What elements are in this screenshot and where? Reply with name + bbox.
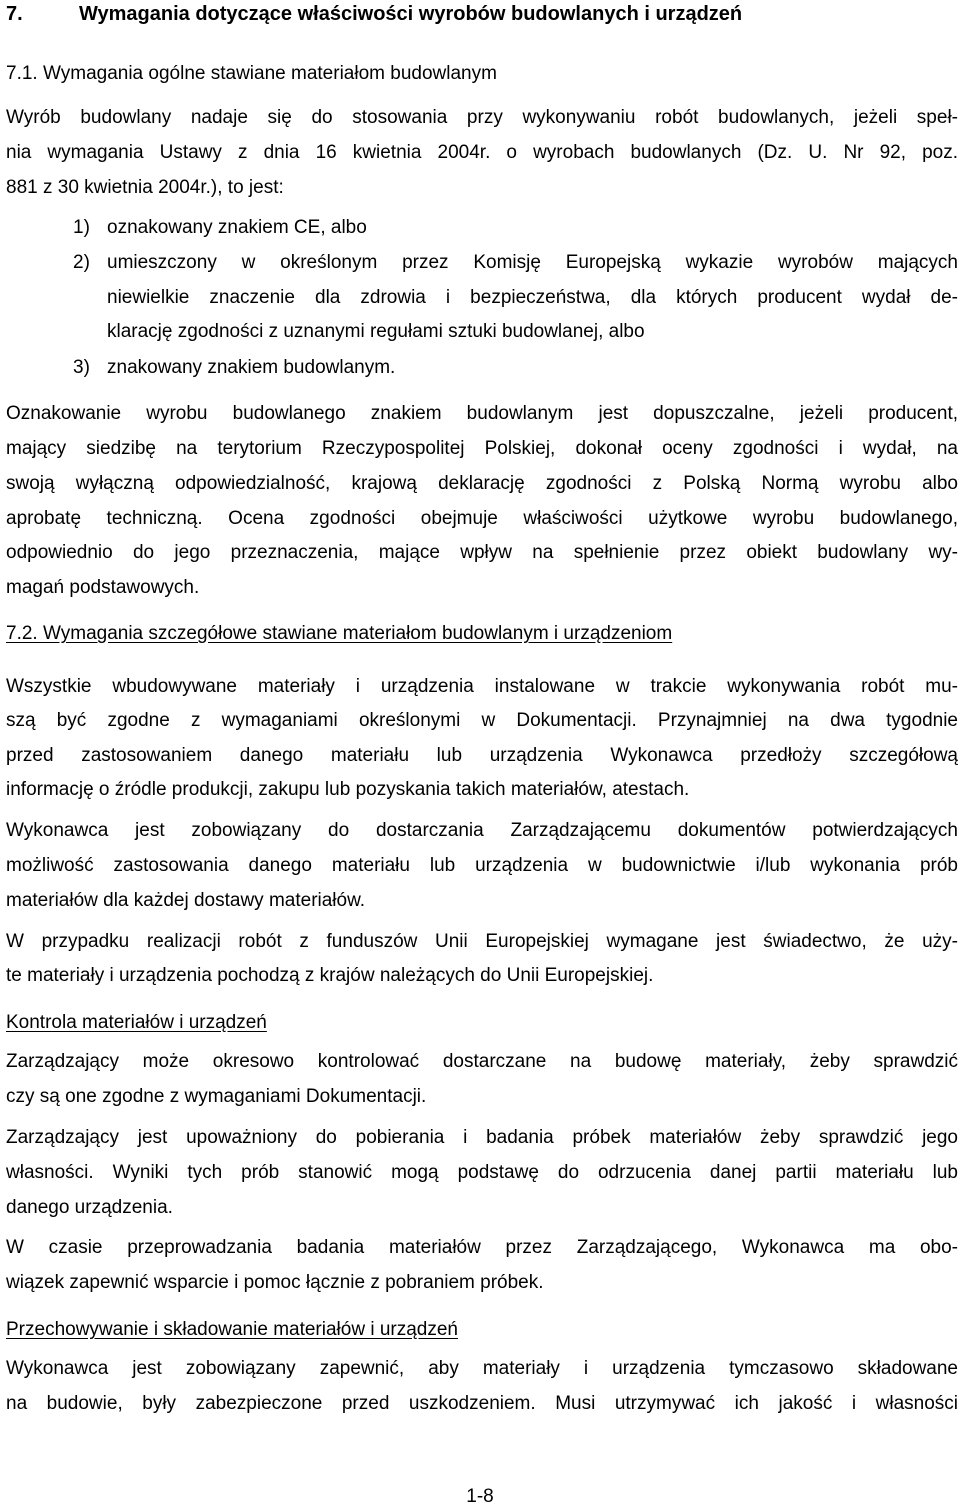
paragraph-line: Wykonawca jest zobowiązany do dostarczania Zarządzającemu dokumentów potwierdzających	[6, 820, 958, 841]
page-number: 1-8	[466, 1486, 494, 1507]
list-item-text: niewielkie znaczenie dla zdrowia i bezpieczeństwa, dla których producent wydał de-	[107, 287, 958, 308]
list-item-text: klarację zgodności z uznanymi regułami sztuki budowlanej, albo	[107, 321, 645, 342]
paragraph-line: Zarządzający może okresowo kontrolować dostarczane na budowę materiały, żeby sprawdzić	[6, 1051, 958, 1072]
paragraph-line: W przypadku realizacji robót z funduszów Unii Europejskiej wymagane jest świadectwo, że uży-	[6, 931, 958, 952]
section-title: Wymagania dotyczące właściwości wyrobów budowlanych i urządzeń	[79, 3, 743, 25]
list-item-text: oznakowany znakiem CE, albo	[107, 217, 367, 238]
paragraph-line: swoją wyłączną odpowiedzialność, krajową deklarację zgodności z Polską Normą wyrobu albo	[6, 473, 958, 494]
paragraph-line: Wyrób budowlany nadaje się do stosowania przy wykonywaniu robót budowlanych, jeżeli speł-	[6, 107, 958, 128]
list-item-text: znakowany znakiem budowlanym.	[107, 357, 396, 378]
paragraph-line: odpowiednio do jego przeznaczenia, mające wpływ na spełnienie przez obiekt budowlany wy-	[6, 542, 958, 563]
paragraph-line: wiązek zapewnić wsparcie i pomoc łącznie z pobraniem próbek.	[6, 1272, 544, 1293]
paragraph-line: szą być zgodne z wymaganiami określonymi w Dokumentacji. Przynajmniej na dwa tygodnie	[6, 710, 958, 731]
subsection-7-2-heading: 7.2. Wymagania szczegółowe stawiane materiałom budowlanym i urządzeniom	[6, 623, 673, 644]
paragraph-line: czy są one zgodne z wymaganiami Dokumentacji.	[6, 1086, 427, 1107]
section-heading	[6, 2, 742, 26]
paragraph-line: danego urządzenia.	[6, 1197, 173, 1218]
paragraph-line: przed zastosowaniem danego materiału lub urządzenia Wykonawca przedłoży szczegółową	[6, 745, 958, 766]
list-item-number: 3)	[73, 357, 90, 378]
subsection-7-1-heading: 7.1. Wymagania ogólne stawiane materiałom budowlanym	[6, 63, 497, 84]
paragraph-line: Wszystkie wbudowywane materiały i urządzenia instalowane w trakcie wykonywania robót mu-	[6, 676, 958, 697]
paragraph-line: aprobatę techniczną. Ocena zgodności obejmuje właściwości użytkowe wyrobu budowlanego,	[6, 508, 958, 529]
paragraph-line: Zarządzający jest upoważniony do pobierania i badania próbek materiałów żeby sprawdzić jego	[6, 1127, 958, 1148]
list-item-number: 2)	[73, 252, 90, 273]
przechowywanie-heading: Przechowywanie i składowanie materiałów i urządzeń	[6, 1319, 458, 1340]
paragraph-line: możliwość zastosowania danego materiału lub urządzenia w budownictwie i/lub wykonania prób	[6, 855, 958, 876]
paragraph-line: na budowie, były zabezpieczone przed uszkodzeniem. Musi utrzymywać ich jakość i własności	[6, 1393, 958, 1414]
paragraph-line: magań podstawowych.	[6, 577, 200, 598]
paragraph-line: informację o źródle produkcji, zakupu lub pozyskania takich materiałów, atestach.	[6, 779, 690, 800]
paragraph-line: nia wymagania Ustawy z dnia 16 kwietnia 2004r. o wyrobach budowlanych (Dz. U. Nr 92, poz.	[6, 142, 958, 163]
paragraph-line: własności. Wyniki tych prób stanowić mogą podstawę do odrzucenia danej partii materiału lub	[6, 1162, 958, 1183]
paragraph-line: Wykonawca jest zobowiązany zapewnić, aby materiały i urządzenia tymczasowo składowane	[6, 1358, 958, 1379]
paragraph-line: mający siedzibę na terytorium Rzeczypospolitej Polskiej, dokonał oceny zgodności i wydał, na	[6, 438, 958, 459]
kontrola-heading: Kontrola materiałów i urządzeń	[6, 1012, 267, 1033]
paragraph-line: W czasie przeprowadzania badania materiałów przez Zarządzającego, Wykonawca ma obo-	[6, 1237, 958, 1258]
list-item-text: umieszczony w określonym przez Komisję Europejską wykazie wyrobów mających	[107, 252, 958, 273]
paragraph-line: 881 z 30 kwietnia 2004r.), to jest:	[6, 177, 284, 198]
paragraph-line: materiałów dla każdej dostawy materiałów.	[6, 890, 366, 911]
paragraph-line: te materiały i urządzenia pochodzą z krajów należących do Unii Europejskiej.	[6, 965, 654, 986]
section-number: 7.	[6, 3, 23, 25]
paragraph-line: Oznakowanie wyrobu budowlanego znakiem budowlanym jest dopuszczalne, jeżeli producent,	[6, 403, 958, 424]
list-item-number: 1)	[73, 217, 90, 238]
